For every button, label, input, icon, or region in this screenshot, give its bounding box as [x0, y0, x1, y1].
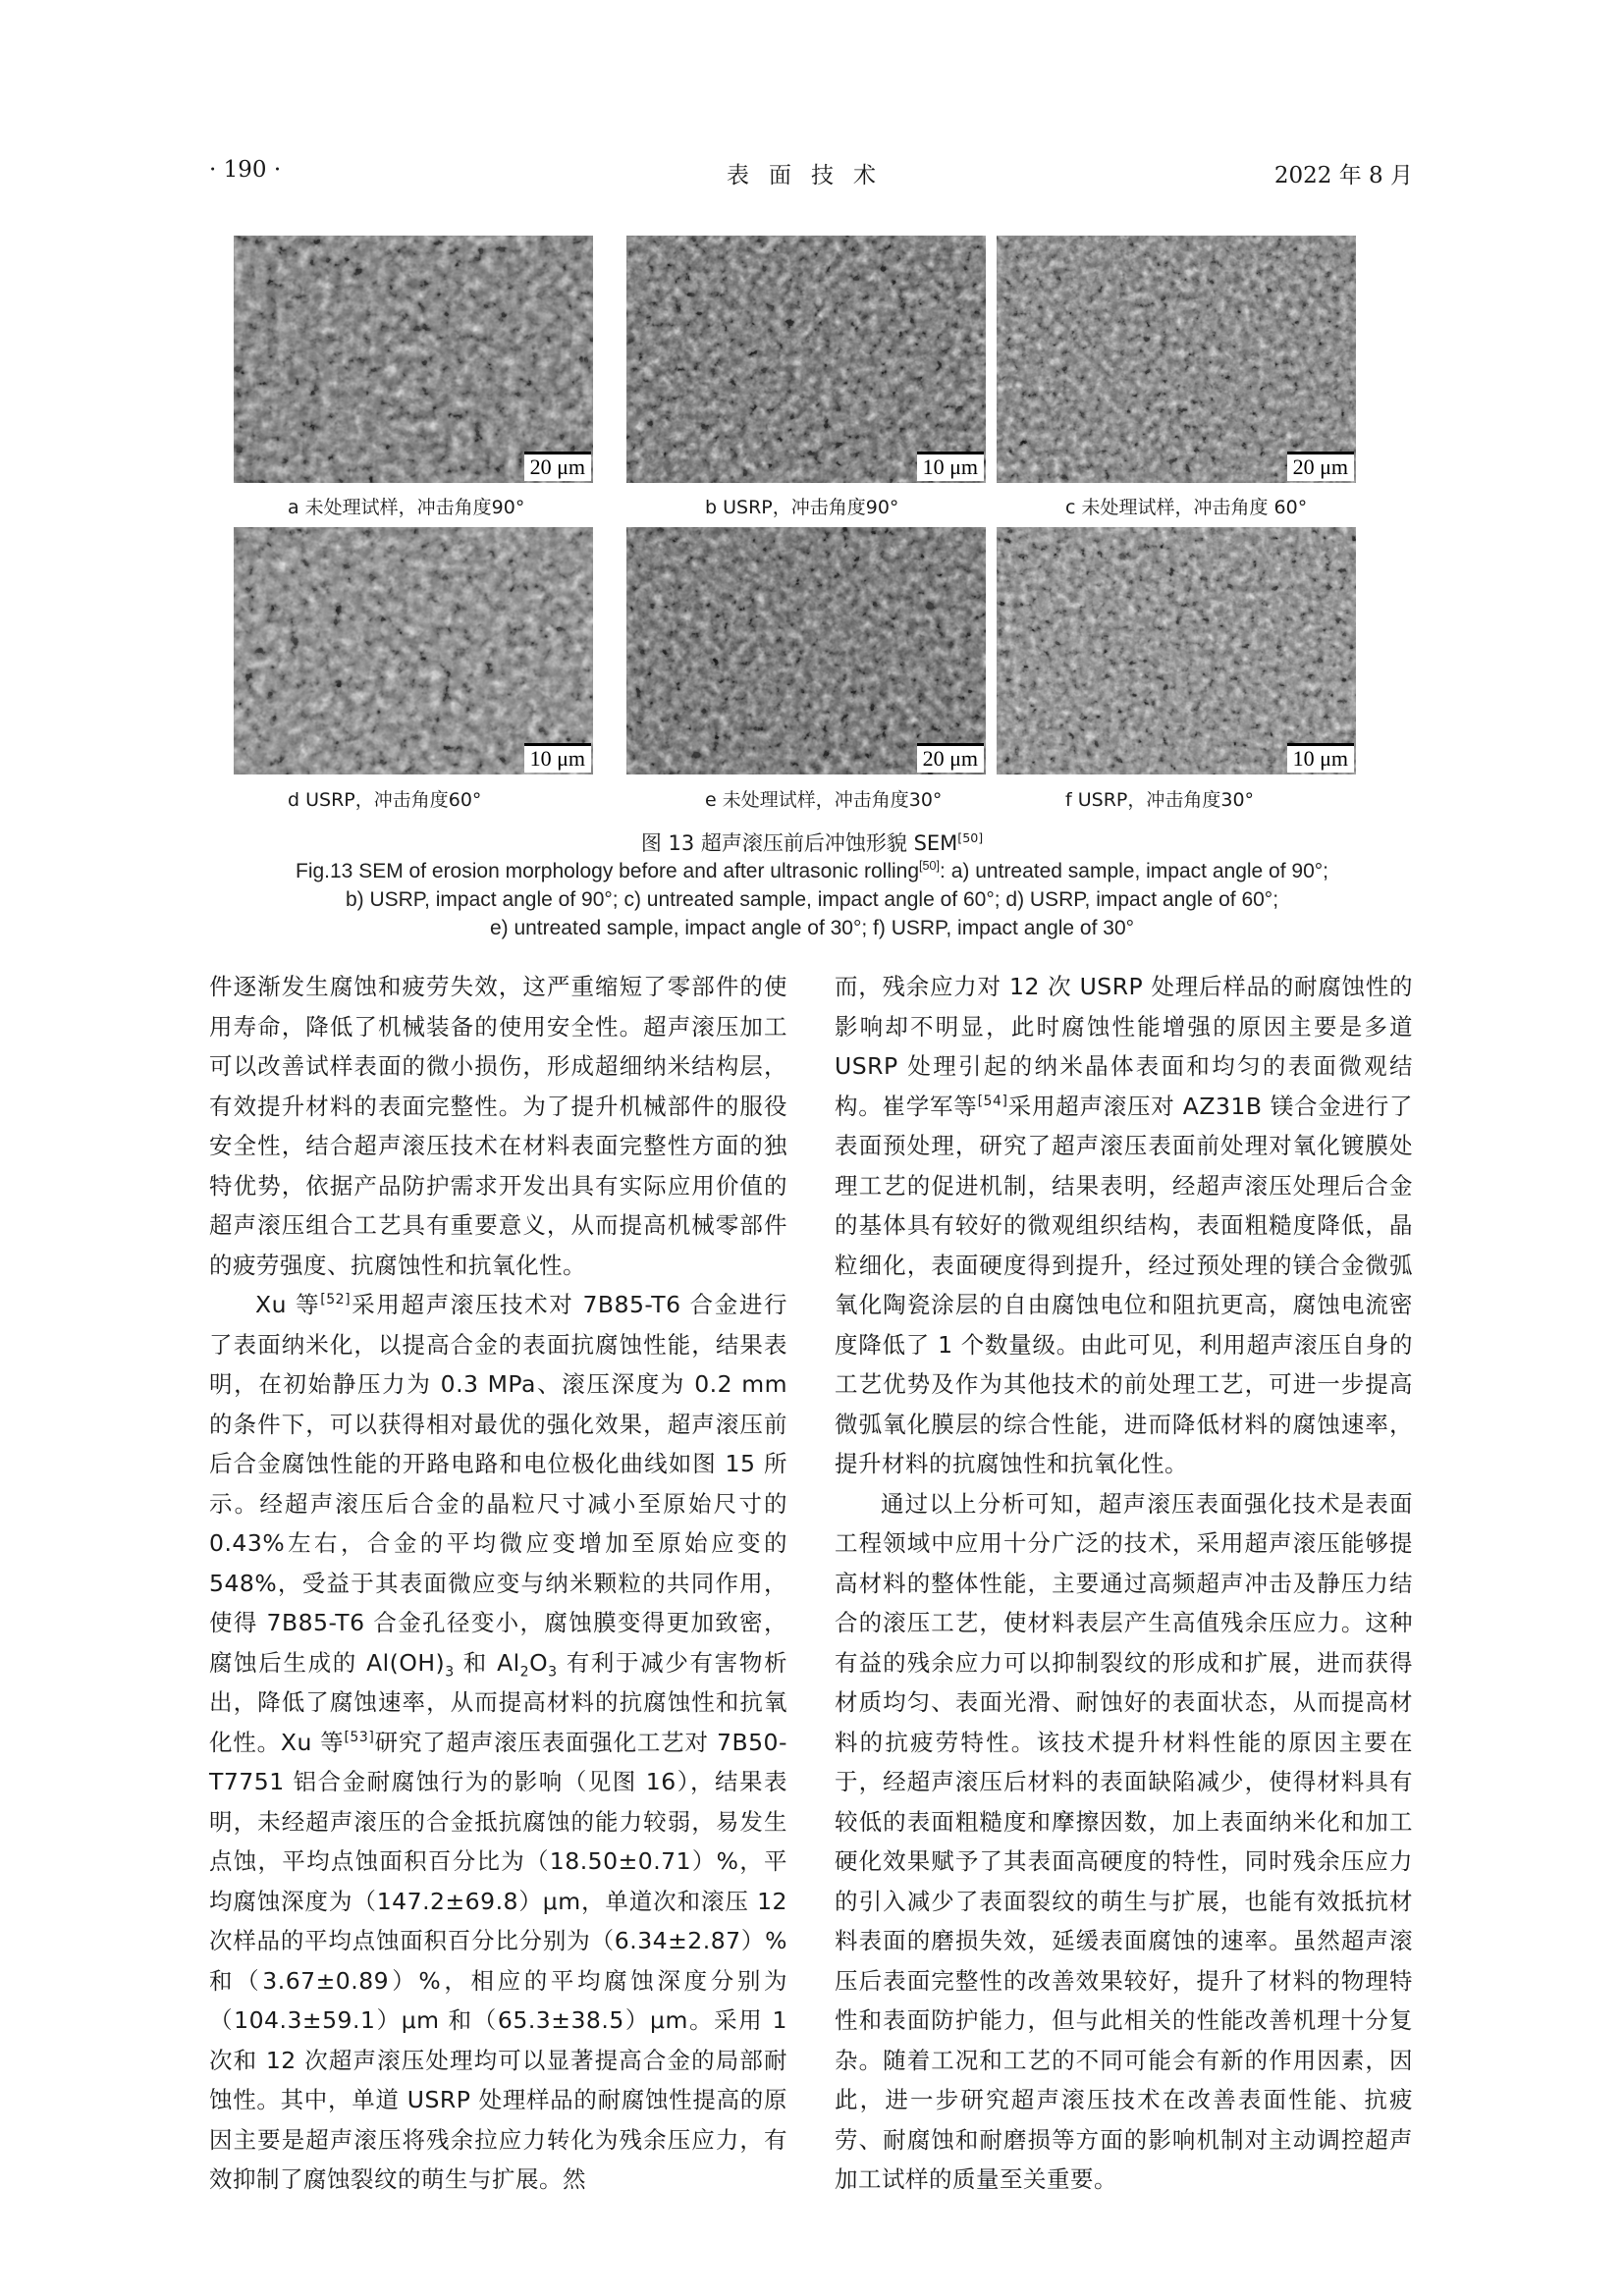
panel-caption: c 未处理试样，冲击角度 60°	[1065, 497, 1308, 518]
scale-bar: 20 μm	[524, 452, 591, 481]
sem-panel-b	[626, 236, 986, 483]
panel-caption: f USRP，冲击角度30°	[1065, 789, 1255, 811]
sem-micrograph	[234, 527, 593, 774]
running-header	[209, 157, 1413, 190]
panel-caption: b USRP，冲击角度90°	[705, 497, 899, 518]
sem-panel-a	[234, 236, 593, 483]
scale-bar: 10 μm	[1287, 743, 1354, 773]
panel-caption: e 未处理试样，冲击角度30°	[705, 789, 943, 811]
figure-title-cn: 图 13 超声滚压前后冲蚀形貌 SEM[50]	[640, 830, 984, 855]
sem-panel-d	[234, 527, 593, 774]
sem-micrograph	[234, 236, 593, 483]
figure-title-en: Fig.13 SEM of erosion morphology before and after ultrasonic rolling[50]: a) untreated sample, impact angle of 90°; b) USRP, impact angle of 90°; c) untreated sample, impact angle of 60°; d) USRP, impact angle of 60°; e) untreated sample, impact angle of 30°; f) USRP, impact angle of 30°	[296, 859, 1328, 939]
scale-bar: 10 μm	[917, 452, 984, 481]
paragraph: 而，残余应力对 12 次 USRP 处理后样品的耐腐蚀性的影响却不明显，此时腐蚀性能增强的原因主要是多道 USRP 处理引起的纳米晶体表面和均匀的表面微观结构。崔学军等[54]采用超声滚压对 AZ31B 镁合金进行了表面预处理，研究了超声滚压表面前处理对氧化镀膜处理工艺的促进机制，结果表明，经超声滚压处理后合金的基体具有较好的微观组织结构，表面粗糙度降低，晶粒细化，表面硬度得到提升，经过预处理的镁合金微弧氧化陶瓷涂层的自由腐蚀电位和阻抗更高，腐蚀电流密度降低了 1 个数量级。由此可见，利用超声滚压自身的工艺优势及作为其他技术的前处理工艺，可进一步提高微弧氧化膜层的综合性能，进而降低材料的腐蚀速率，提升材料的抗腐蚀性和抗氧化性。	[835, 973, 1414, 1477]
page-number: · 190 ·	[209, 157, 282, 183]
left-column	[209, 967, 787, 2200]
panel-caption: a 未处理试样，冲击角度90°	[288, 497, 525, 518]
scale-bar: 20 μm	[917, 743, 984, 773]
right-column	[835, 967, 1413, 2200]
sem-micrograph	[997, 527, 1356, 774]
journal-title: 表面技术	[727, 163, 895, 188]
sem-micrograph	[997, 236, 1356, 483]
sem-micrograph	[626, 236, 986, 483]
sem-panel-f	[997, 527, 1356, 774]
paragraph: Xu 等[52]采用超声滚压技术对 7B85-T6 合金进行了表面纳米化，以提高合金的表面抗腐蚀性能，结果表明，在初始静压力为 0.3 MPa、滚压深度为 0.2 mm 的条件下，可以获得相对最优的强化效果，超声滚压前后合金腐蚀性能的开路电路和电位极化曲线如图 15 所示。经超声滚压后合金的晶粒尺寸减小至原始尺寸的 0.43%左右，合金的平均微应变增加至原始应变的 548%，受益于其表面微应变与纳米颗粒的共同作用，使得 7B85-T6 合金孔径变小，腐蚀膜变得更加致密，腐蚀后生成的 $Al(OH)_3$ 和 $Al_2O_3$ 有利于减少有害物析出，降低了腐蚀速率，从而提高材料的抗腐蚀性和抗氧化性。Xu 等[53]研究了超声滚压表面强化工艺对 7B50-T7751 铝合金耐腐蚀行为的影响（见图 16），结果表明，未经超声滚压的合金抵抗腐蚀的能力较弱，易发生点蚀，平均点蚀面积百分比为（18.50±0.71）%，平均腐蚀深度为（147.2±69.8）μm，单道次和滚压 12 次样品的平均点蚀面积百分比分别为（6.34±2.87）%和（3.67±0.89）%，相应的平均腐蚀深度分别为（104.3±59.1）μm 和（65.3±38.5）μm。采用 1 次和 12 次超声滚压处理均可以显著提高合金的局部耐蚀性。其中，单道 USRP 处理样品的耐腐蚀性提高的原因主要是超声滚压将残余拉应力转化为残余压应力，有效抑制了腐蚀裂纹的萌生与扩展。然	[209, 1291, 788, 2193]
sem-panel-c	[997, 236, 1356, 483]
sem-micrograph	[626, 527, 986, 774]
panel-caption: d USRP，冲击角度60°	[288, 789, 482, 811]
paragraph: 件逐渐发生腐蚀和疲劳失效，这严重缩短了零部件的使用寿命，降低了机械装备的使用安全性。超声滚压加工可以改善试样表面的微小损伤，形成超细纳米结构层，有效提升材料的表面完整性。为了提升机械部件的服役安全性，结合超声滚压技术在材料表面完整性方面的独特优势，依据产品防护需求开发出具有实际应用价值的超声滚压组合工艺具有重要意义，从而提高机械零部件的疲劳强度、抗腐蚀性和抗氧化性。	[209, 973, 787, 1279]
sem-panel-e	[626, 527, 986, 774]
paragraph: 通过以上分析可知，超声滚压表面强化技术是表面工程领域中应用十分广泛的技术，采用超声滚压能够提高材料的整体性能，主要通过高频超声冲击及静压力结合的滚压工艺，使材料表层产生高值残余压应力。这种有益的残余应力可以抑制裂纹的形成和扩展，进而获得材质均匀、表面光滑、耐蚀好的表面状态，从而提高材料的抗疲劳特性。该技术提升材料性能的原因主要在于，经超声滚压后材料的表面缺陷减少，使得材料具有较低的表面粗糙度和摩擦因数，加上表面纳米化和加工硬化效果赋予了其表面高硬度的特性，同时残余压应力的引入减少了表面裂纹的萌生与扩展，也能有效抵抗材料表面的磨损失效，延缓表面腐蚀的速率。虽然超声滚压后表面完整性的改善效果较好，提升了材料的物理特性和表面防护能力，但与此相关的性能改善机理十分复杂。随着工况和工艺的不同可能会有新的作用因素，因此，进一步研究超声滚压技术在改善表面性能、抗疲劳、耐腐蚀和耐磨损等方面的影响机制对主动调控超声加工试样的质量至关重要。	[835, 1489, 1413, 2193]
issue-date: 2022 年 8 月	[1273, 163, 1413, 188]
scale-bar: 10 μm	[524, 743, 591, 773]
scale-bar: 20 μm	[1287, 452, 1354, 481]
